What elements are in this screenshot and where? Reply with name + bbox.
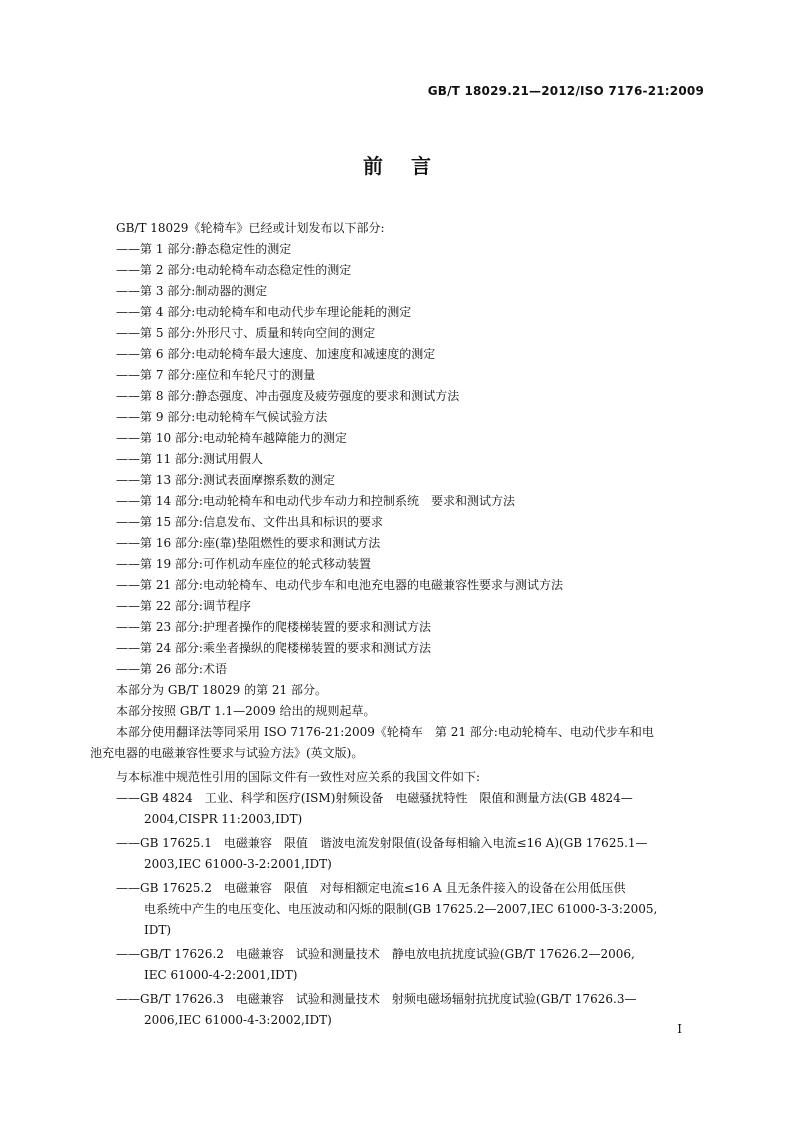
part-list-item: ——第 8 部分:静态强度、冲击强度及疲劳强度的要求和测试方法: [116, 389, 460, 403]
part-list-item: ——第 6 部分:电动轮椅车最大速度、加速度和减速度的测定: [116, 347, 436, 361]
part-list-item: ——第 24 部分:乘坐者操纵的爬楼梯装置的要求和测试方法: [116, 641, 431, 655]
part-list-item: ——第 19 部分:可作机动车座位的轮式移动装置: [116, 557, 371, 571]
correspondence-intro: 与本标准中规范性引用的国际文件有一致性对应关系的我国文件如下:: [116, 770, 481, 784]
translation-statement: [90, 722, 706, 764]
page-number: I: [677, 1022, 682, 1036]
page-title: 前言: [363, 154, 459, 178]
reference-line: 电系统中产生的电压变化、电压波动和闪烁的限制(GB 17625.2—2007,IEC 61000-3-3:2005,: [144, 902, 658, 916]
reference-item: [90, 878, 706, 941]
standard-code-header: GB/T 18029.21—2012/ISO 7176-21:2009: [427, 84, 704, 98]
reference-line: ——GB 17625.2 电磁兼容 限值 对每相额定电流≤16 A 且无条件接入的设备在公用低压供: [116, 881, 626, 895]
reference-line: 2003,IEC 61000-3-2:2001,IDT): [144, 857, 332, 871]
reference-line: 2004,CISPR 11:2003,IDT): [144, 812, 303, 826]
foreword-body: [90, 218, 706, 1034]
parts-list: [90, 239, 706, 680]
part-list-item: ——第 7 部分:座位和车轮尺寸的测量: [116, 368, 316, 382]
part-list-item: ——第 9 部分:电动轮椅车气候试验方法: [116, 410, 328, 424]
part-list-item: ——第 13 部分:测试表面摩擦系数的测定: [116, 473, 335, 487]
reference-line: ——GB/T 17626.2 电磁兼容 试验和测量技术 静电放电抗扰度试验(GB/T 17626.2—2006,: [116, 947, 635, 961]
translation-line: 本部分使用翻译法等同采用 ISO 7176-21:2009《轮椅车 第 21 部分:电动轮椅车、电动代步车和电: [116, 725, 654, 739]
part-list-item: ——第 10 部分:电动轮椅车越障能力的测定: [116, 431, 347, 445]
part-list-item: ——第 2 部分:电动轮椅车动态稳定性的测定: [116, 263, 352, 277]
translation-line: 池充电器的电磁兼容性要求与试验方法》(英文版)。: [90, 746, 364, 760]
reference-item: [90, 944, 706, 986]
part-list-item: ——第 21 部分:电动轮椅车、电动代步车和电池充电器的电磁兼容性要求与测试方法: [116, 578, 563, 592]
part-list-item: ——第 3 部分:制动器的测定: [116, 284, 268, 298]
intro-paragraph: GB/T 18029《轮椅车》已经或计划发布以下部分:: [116, 221, 385, 235]
references-list: [90, 788, 706, 1031]
part-list-item: ——第 16 部分:座(靠)垫阻燃性的要求和测试方法: [116, 536, 381, 550]
reference-item: [90, 989, 706, 1031]
reference-line: ——GB 17625.1 电磁兼容 限值 谐波电流发射限值(设备每相输入电流≤16 A)(GB 17625.1—: [116, 836, 648, 850]
reference-line: IDT): [144, 923, 172, 937]
part-list-item: ——第 15 部分:信息发布、文件出具和标识的要求: [116, 515, 383, 529]
part-of-statement: 本部分为 GB/T 18029 的第 21 部分。: [116, 683, 327, 697]
part-list-item: ——第 5 部分:外形尺寸、质量和转向空间的测定: [116, 326, 376, 340]
reference-item: [90, 833, 706, 875]
part-list-item: ——第 26 部分:术语: [116, 662, 227, 676]
drafting-statement: 本部分按照 GB/T 1.1—2009 给出的规则起草。: [116, 704, 376, 718]
reference-line: IEC 61000-4-2:2001,IDT): [144, 968, 298, 982]
part-list-item: ——第 22 部分:调节程序: [116, 599, 251, 613]
reference-item: [90, 788, 706, 830]
part-list-item: ——第 23 部分:护理者操作的爬楼梯装置的要求和测试方法: [116, 620, 431, 634]
part-list-item: ——第 4 部分:电动轮椅车和电动代步车理论能耗的测定: [116, 305, 412, 319]
reference-line: ——GB/T 17626.3 电磁兼容 试验和测量技术 射频电磁场辐射抗扰度试验(GB/T 17626.3—: [116, 992, 637, 1006]
part-list-item: ——第 1 部分:静态稳定性的测定: [116, 242, 292, 256]
part-list-item: ——第 11 部分:测试用假人: [116, 452, 263, 466]
reference-line: 2006,IEC 61000-4-3:2002,IDT): [144, 1013, 332, 1027]
reference-line: ——GB 4824 工业、科学和医疗(ISM)射频设备 电磁骚扰特性 限值和测量方法(GB 4824—: [116, 791, 633, 805]
part-list-item: ——第 14 部分:电动轮椅车和电动代步车动力和控制系统 要求和测试方法: [116, 494, 515, 508]
